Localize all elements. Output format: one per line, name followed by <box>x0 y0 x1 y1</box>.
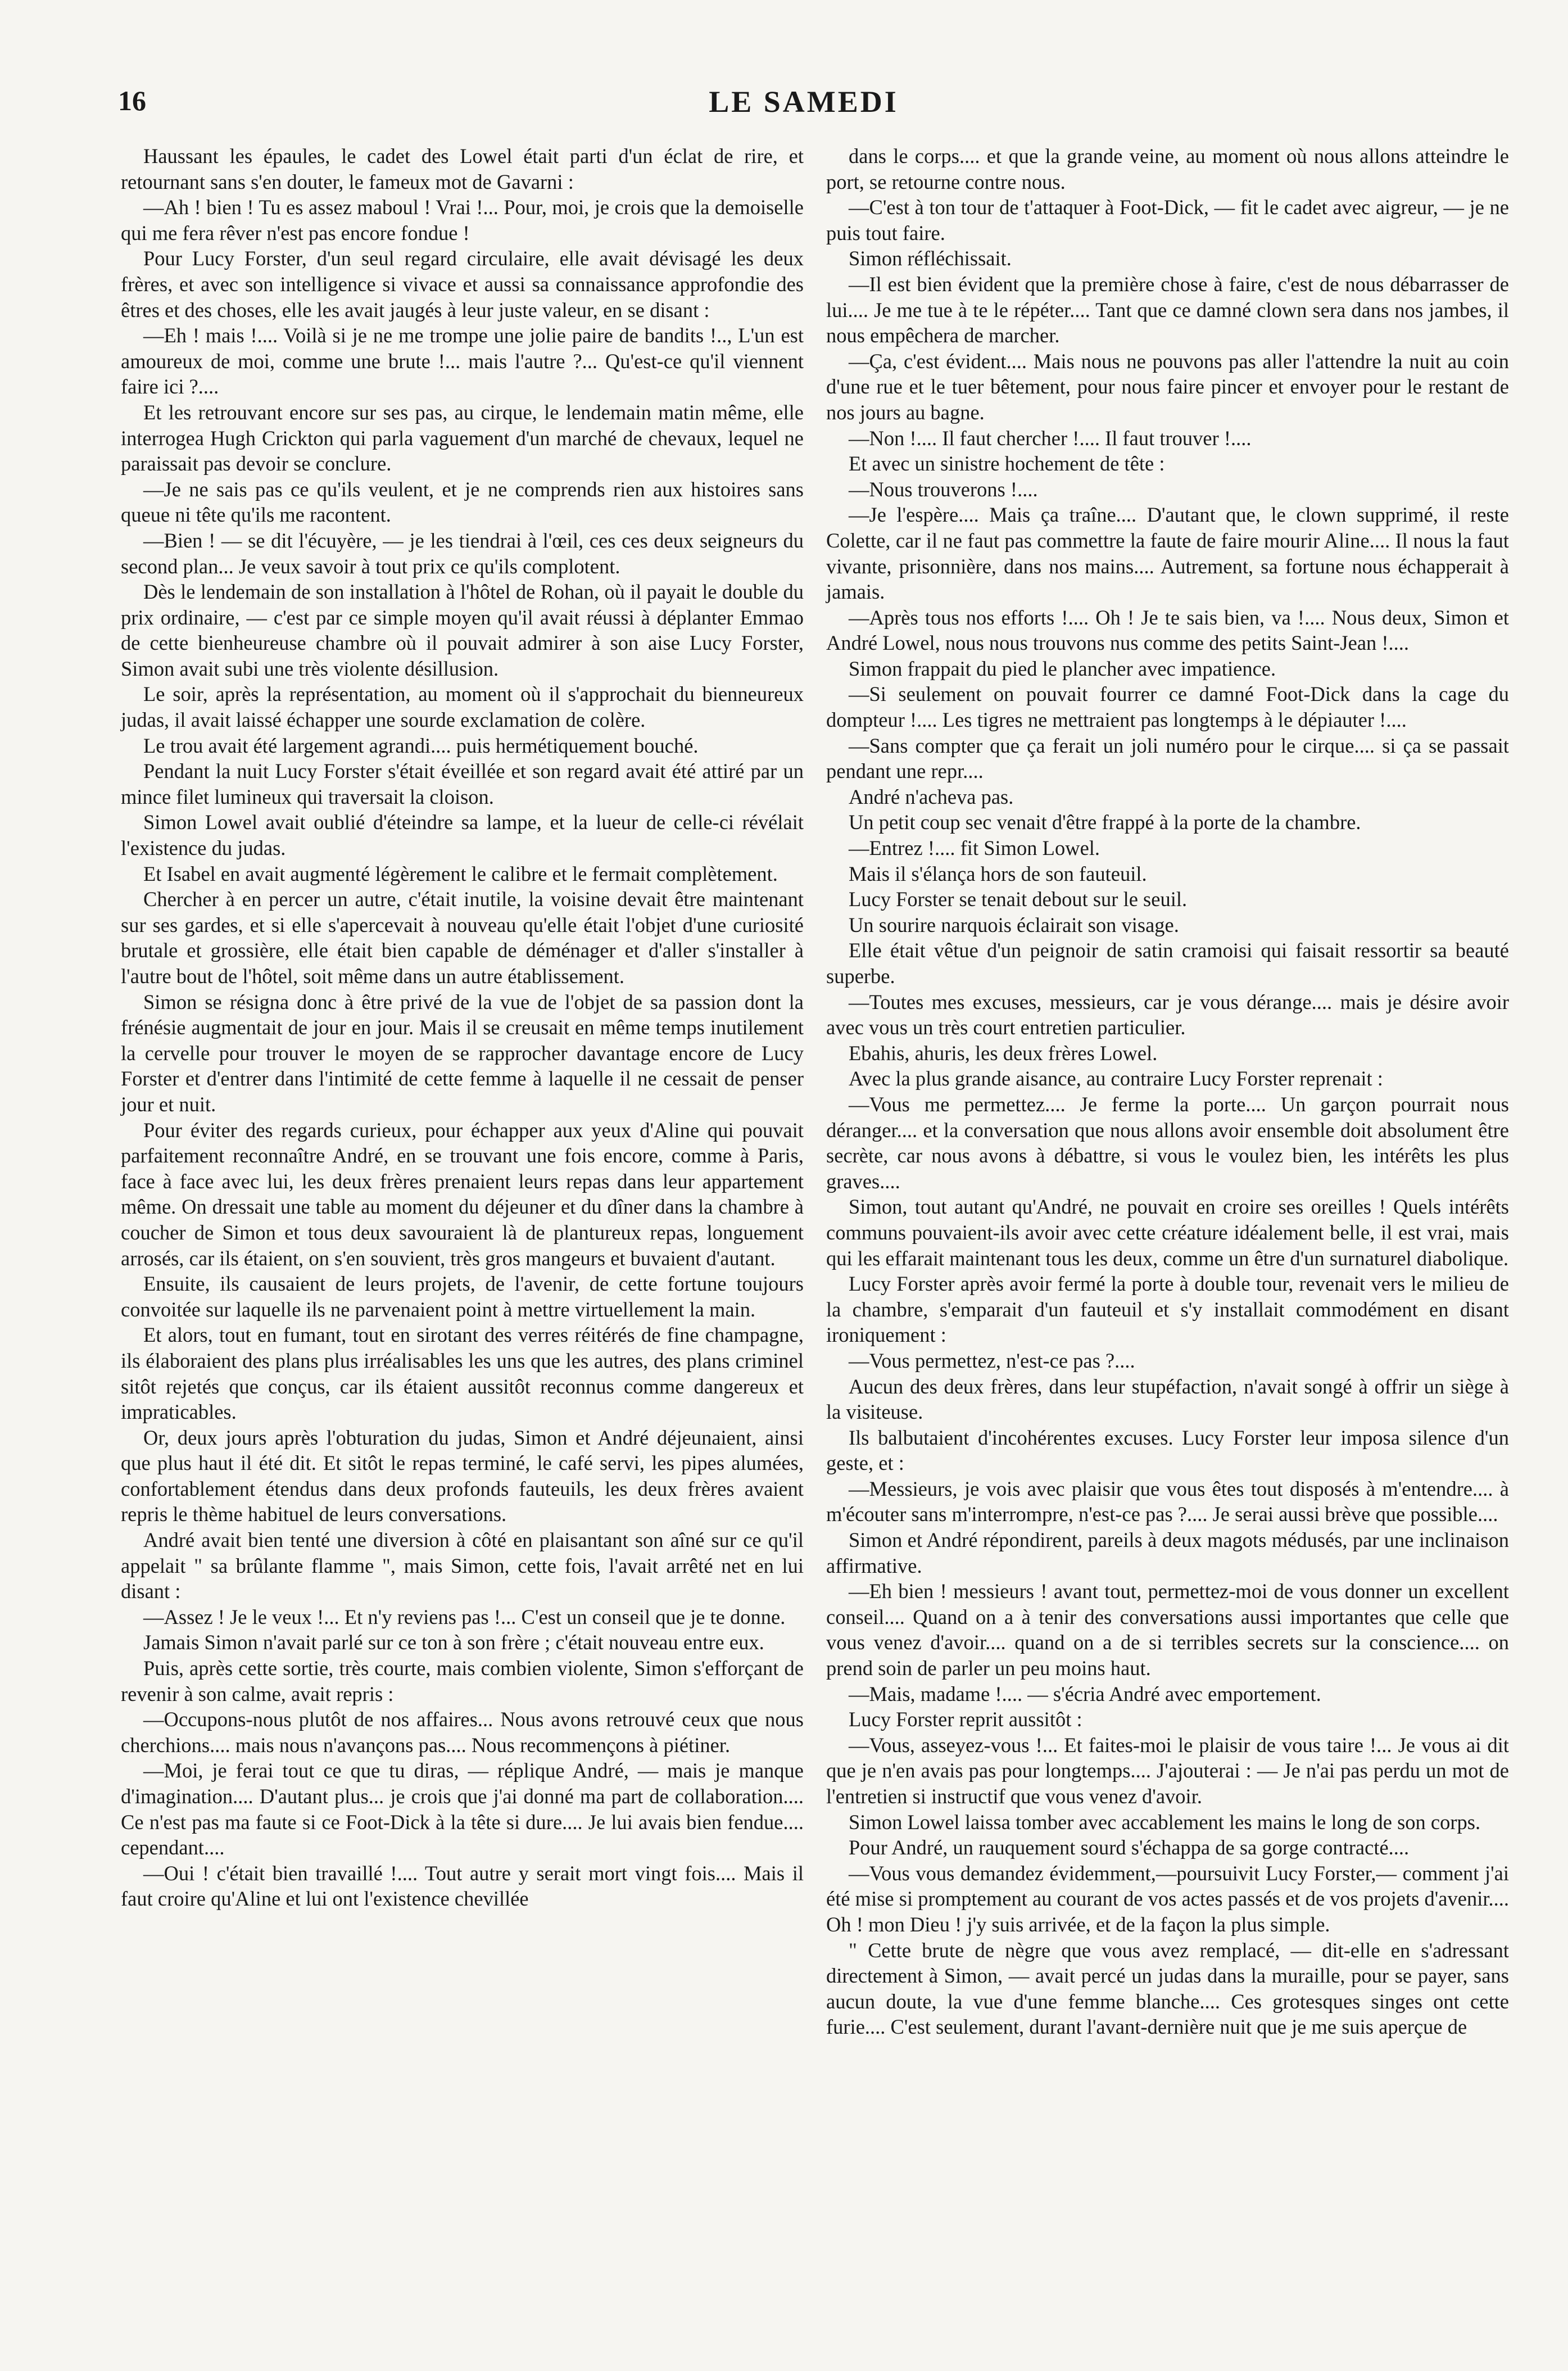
paragraph: " Cette brute de nègre que vous avez remplacé, — dit-elle en s'adressant directement à Simon, — avait percé un judas dans la muraille, pour se payer, sans aucun doute, la vue d'une femme blanche.... Ces grotesques singes ont cette furie.... C'est seulement, durant l'avant-dernière nuit que je me suis aperçue de <box>826 1938 1509 2039</box>
paragraph: Pendant la nuit Lucy Forster s'était éveillée et son regard avait été attiré par un mince filet lumineux qui traversait la cloison. <box>121 759 804 808</box>
paragraph: Mais il s'élança hors de son fauteuil. <box>849 862 1147 885</box>
page-header <box>118 84 1489 129</box>
paragraph: —Nous trouverons !.... <box>849 477 1038 501</box>
paragraph: Simon réfléchissait. <box>849 247 1012 270</box>
paragraph: —Assez ! Je le veux !... Et n'y reviens pas !... C'est un conseil que je te donne. <box>143 1605 786 1628</box>
paragraph: —Entrez !.... fit Simon Lowel. <box>849 836 1100 860</box>
paragraph: Simon et André répondirent, pareils à deux magots médusés, par une inclinaison affirmative. <box>826 1528 1509 1577</box>
paragraph: —Si seulement on pouvait fourrer ce damné Foot-Dick dans la cage du dompteur !.... Les tigres ne mettraient pas longtemps à le dépiauter !.... <box>826 682 1509 732</box>
paragraph: Lucy Forster après avoir fermé la porte à double tour, revenait vers le milieu de la chambre, s'emparait d'un fauteuil et s'y installait commodément en disant ironiquement : <box>826 1272 1509 1347</box>
paragraph: —Eh bien ! messieurs ! avant tout, permettez-moi de vous donner un excellent conseil.... Quand on a à tenir des conversations aussi importantes que celle que vous venez d'avoir.... quand on a de si terribles secrets sur la conscience.... on prend soin de parler un peu moins haut. <box>826 1580 1509 1680</box>
paragraph: Lucy Forster reprit aussitôt : <box>849 1708 1082 1731</box>
paragraph: Et les retrouvant encore sur ses pas, au cirque, le lendemain matin même, elle interrogea Hugh Crickton qui parla vaguement d'un marché de chevaux, lequel ne paraissait pas devoir se conclure. <box>121 400 804 476</box>
paragraph: Simon Lowel avait oublié d'éteindre sa lampe, et la lueur de celle-ci révélait l'existence du judas. <box>121 811 804 860</box>
paragraph: Un petit coup sec venait d'être frappé à la porte de la chambre. <box>849 811 1361 834</box>
paragraph: —Ah ! bien ! Tu es assez maboul ! Vrai !... Pour, moi, je crois que la demoiselle qui me fera rêver n'est pas encore fondue ! <box>121 196 804 245</box>
paragraph: Ensuite, ils causaient de leurs projets, de l'avenir, de cette fortune toujours convoitée sur laquelle ils ne parvenaient point à mettre virtuellement la main. <box>121 1272 804 1321</box>
journal-title: LE SAMEDI <box>709 85 899 119</box>
paragraph: André n'acheva pas. <box>849 785 1014 808</box>
paragraph: dans le corps.... et que la grande veine, au moment où nous allons atteindre le port, se retourne contre nous. <box>826 144 1509 193</box>
paragraph: —Mais, madame !.... — s'écria André avec emportement. <box>849 1682 1321 1705</box>
paragraph: Simon se résigna donc à être privé de la vue de l'objet de sa passion dont la frénésie augmentait de jour en jour. Mais il se creusait en même temps inutilement la cervelle pour trouver le moyen de se rapprocher davantage encore de Lucy Forster et d'entrer dans l'intimité de cette femme à laquelle il ne cessait de penser jour et nuit. <box>121 990 804 1116</box>
paragraph: —Vous, asseyez-vous !... Et faites-moi le plaisir de vous taire !... Je vous ai dit que je n'en avais pas pour longtemps.... J'ajouterai : — Je n'ai pas perdu un mot de l'entretien si instructif que vous venez d'avoir. <box>826 1733 1509 1808</box>
right-column <box>826 143 1509 2040</box>
paragraph: —Bien ! — se dit l'écuyère, — je les tiendrai à l'œil, ces ces deux seigneurs du second plan... Je veux savoir à tout prix ce qu'ils complotent. <box>121 528 804 578</box>
paragraph: Puis, après cette sortie, très courte, mais combien violente, Simon s'efforçant de revenir à son calme, avait repris : <box>121 1657 804 1705</box>
paragraph: —Vous vous demandez évidemment,—poursuivit Lucy Forster,— comment j'ai été mise si promptement au courant de vos actes passés et de vos projets d'avenir.... Oh ! mon Dieu ! j'y suis arrivée, et de la façon la plus simple. <box>826 1861 1509 1936</box>
paragraph: Simon, tout autant qu'André, ne pouvait en croire ses oreilles ! Quels intérêts communs pouvaient-ils avoir avec cette créature idéalement belle, il est vrai, mais qui les effarait maintenant tous les deux, comme un être d'un surnaturel diabolique. <box>826 1195 1509 1270</box>
paragraph: Dès le lendemain de son installation à l'hôtel de Rohan, où il payait le double du prix ordinaire, — c'est par ce simple moyen qu'il avait réussi à déplanter Emmao de cette bienheureuse chambre où il pouvait admirer à son aise Lucy Forster, Simon avait subi une très violente désillusion. <box>121 580 804 680</box>
paragraph: —Il est bien évident que la première chose à faire, c'est de nous débarrasser de lui.... Je me tue à te le répéter.... Tant que ce damné clown sera dans nos jambes, il nous empêchera de marcher. <box>826 272 1509 347</box>
paragraph: Lucy Forster se tenait debout sur le seuil. <box>849 888 1188 911</box>
paragraph: Ils balbutaient d'incohérentes excuses. Lucy Forster leur imposa silence d'un geste, et : <box>826 1426 1509 1475</box>
paragraph: Simon Lowel laissa tomber avec accablement les mains le long de son corps. <box>849 1810 1481 1834</box>
paragraph: Le soir, après la représentation, au moment où il s'approchait du bienneureux judas, il avait laissé échapper une sourde exclamation de colère. <box>121 682 804 732</box>
paragraph: —Moi, je ferai tout ce que tu diras, — réplique André, — mais je manque d'imagination.... D'autant plus... je crois que j'ai donné ma part de collaboration.... Ce n'est pas ma faute si ce Foot-Dick à la tête si dure.... Je lui avais bien fendue.... cependant.... <box>121 1759 804 1859</box>
left-column <box>121 143 804 1912</box>
paragraph: Elle était vêtue d'un peignoir de satin cramoisi qui faisait ressortir sa beauté superbe. <box>826 939 1509 988</box>
paragraph: Pour André, un rauquement sourd s'échappa de sa gorge contracté.... <box>849 1836 1410 1859</box>
paragraph: Avec la plus grande aisance, au contraire Lucy Forster reprenait : <box>849 1067 1383 1091</box>
paragraph: —Occupons-nous plutôt de nos affaires... Nous avons retrouvé ceux que nous cherchions.... mais nous n'avançons pas.... Nous recommençons à piétiner. <box>121 1708 804 1757</box>
paragraph: Et Isabel en avait augmenté légèrement le calibre et le fermait complètement. <box>143 862 778 885</box>
paragraph: Et alors, tout en fumant, tout en sirotant des verres réitérés de fine champagne, ils élaboraient des plans plus irréalisables les uns que les autres, des plans criminel sitôt rejetés que conçus, car ils étaient aussitôt reconnus comme dangereux et impraticables. <box>121 1323 804 1424</box>
paragraph: —Ça, c'est évident.... Mais nous ne pouvons pas aller l'attendre la nuit au coin d'une rue et le tuer bêtement, pour nous faire pincer et envoyer pour le restant de nos jours au bagne. <box>826 349 1509 424</box>
paragraph: —Je l'espère.... Mais ça traîne.... D'autant que, le clown supprimé, il reste Colette, car il ne faut pas commettre la faute de faire mourir Aline.... Il nous la faut vivante, prisonnière, dans nos mains.... Autrement, sa fortune nous échapperait à jamais. <box>826 503 1509 604</box>
paragraph: Jamais Simon n'avait parlé sur ce ton à son frère ; c'était nouveau entre eux. <box>143 1631 764 1654</box>
paragraph: Haussant les épaules, le cadet des Lowel était parti d'un éclat de rire, et retournant sans s'en douter, le fameux mot de Gavarni : <box>121 144 804 193</box>
paragraph: Or, deux jours après l'obturation du judas, Simon et André déjeunaient, ainsi que plus haut il été dit. Et sitôt le repas terminé, le café servi, les pipes alumées, confortablement étendus dans deux profonds fauteuils, les deux frères avaient repris le thème habituel de leurs conversations. <box>121 1426 804 1526</box>
paragraph: Et avec un sinistre hochement de tête : <box>849 452 1165 476</box>
paragraph: Pour Lucy Forster, d'un seul regard circulaire, elle avait dévisagé les deux frères, et avec son intelligence si vivace et aussi sa connaissance approfondie des êtres et des choses, elle les avait jaugés à leur juste valeur, en se disant : <box>121 247 804 322</box>
paragraph: —C'est à ton tour de t'attaquer à Foot-Dick, — fit le cadet avec aigreur, — je ne puis tout faire. <box>826 196 1509 245</box>
paragraph: Simon frappait du pied le plancher avec impatience. <box>849 657 1276 680</box>
paragraph: —Toutes mes excuses, messieurs, car je vous dérange.... mais je désire avoir avec vous un très court entretien particulier. <box>826 990 1509 1039</box>
page-number: 16 <box>118 85 146 116</box>
paragraph: —Je ne sais pas ce qu'ils veulent, et je ne comprends rien aux histoires sans queue ni tête qu'ils me racontent. <box>121 477 804 527</box>
paragraph: —Sans compter que ça ferait un joli numéro pour le cirque.... si ça se passait pendant une repr.... <box>826 734 1509 783</box>
paragraph: Chercher à en percer un autre, c'était inutile, la voisine devait être maintenant sur ses gardes, et si elle s'apercevait à nouveau qu'elle était l'objet d'une curiosité brutale et grossière, elle était bien capable de déménager et d'aller s'installer à l'autre bout de l'hôtel, soit même dans un autre établissement. <box>121 888 804 988</box>
paragraph: Le trou avait été largement agrandi.... puis hermétiquement bouché. <box>143 734 699 757</box>
paragraph: —Vous me permettez.... Je ferme la porte.... Un garçon pourrait nous déranger.... et la conversation que nous allons avoir ensemble doit absolument être secrète, car nous avons à débattre, si vous le voulez bien, les intérêts les plus graves.... <box>826 1092 1509 1193</box>
paragraph: —Non !.... Il faut chercher !.... Il faut trouver !.... <box>849 426 1252 450</box>
paragraph: —Messieurs, je vois avec plaisir que vous êtes tout disposés à m'entendre.... à m'écouter sans m'interrompre, n'est-ce pas ?.... Je serai aussi brève que possible.... <box>826 1477 1509 1526</box>
paragraph: Un sourire narquois éclairait son visage. <box>849 913 1179 936</box>
paragraph: —Oui ! c'était bien travaillé !.... Tout autre y serait mort vingt fois.... Mais il faut croire qu'Aline et lui ont l'existence chevillée <box>121 1861 804 1911</box>
paragraph: Pour éviter des regards curieux, pour échapper aux yeux d'Aline qui pouvait parfaitement reconnaître André, en se trouvant une fois encore, comme à Paris, face à face avec lui, les deux frères prenaient leurs repas dans leur appartement même. On dressait une table au moment du déjeuner et du dîner dans la chambre à coucher de Simon et tous deux savouraient là de plantureux repas, longuement arrosés, car ils étaient, on s'en souvient, très gros mangeurs et buvaient d'autant. <box>121 1118 804 1270</box>
paragraph: —Vous permettez, n'est-ce pas ?.... <box>849 1349 1135 1372</box>
paragraph: André avait bien tenté une diversion à côté en plaisantant son aîné sur ce qu'il appelait " sa brûlante flamme ", mais Simon, cette fois, l'avait arrêté net en lui disant : <box>121 1528 804 1603</box>
paragraph: Ebahis, ahuris, les deux frères Lowel. <box>849 1041 1158 1065</box>
paragraph: —Eh ! mais !.... Voilà si je ne me trompe une jolie paire de bandits !.., L'un est amoureux de moi, comme une brute !... mais l'autre ?... Qu'est-ce qu'il viennent faire ici ?.... <box>121 324 804 399</box>
paragraph: —Après tous nos efforts !.... Oh ! Je te sais bien, va !.... Nous deux, Simon et André Lowel, nous nous trouvons nus comme des petits Saint-Jean !.... <box>826 605 1509 655</box>
paragraph: Aucun des deux frères, dans leur stupéfaction, n'avait songé à offrir un siège à la visiteuse. <box>826 1374 1509 1424</box>
